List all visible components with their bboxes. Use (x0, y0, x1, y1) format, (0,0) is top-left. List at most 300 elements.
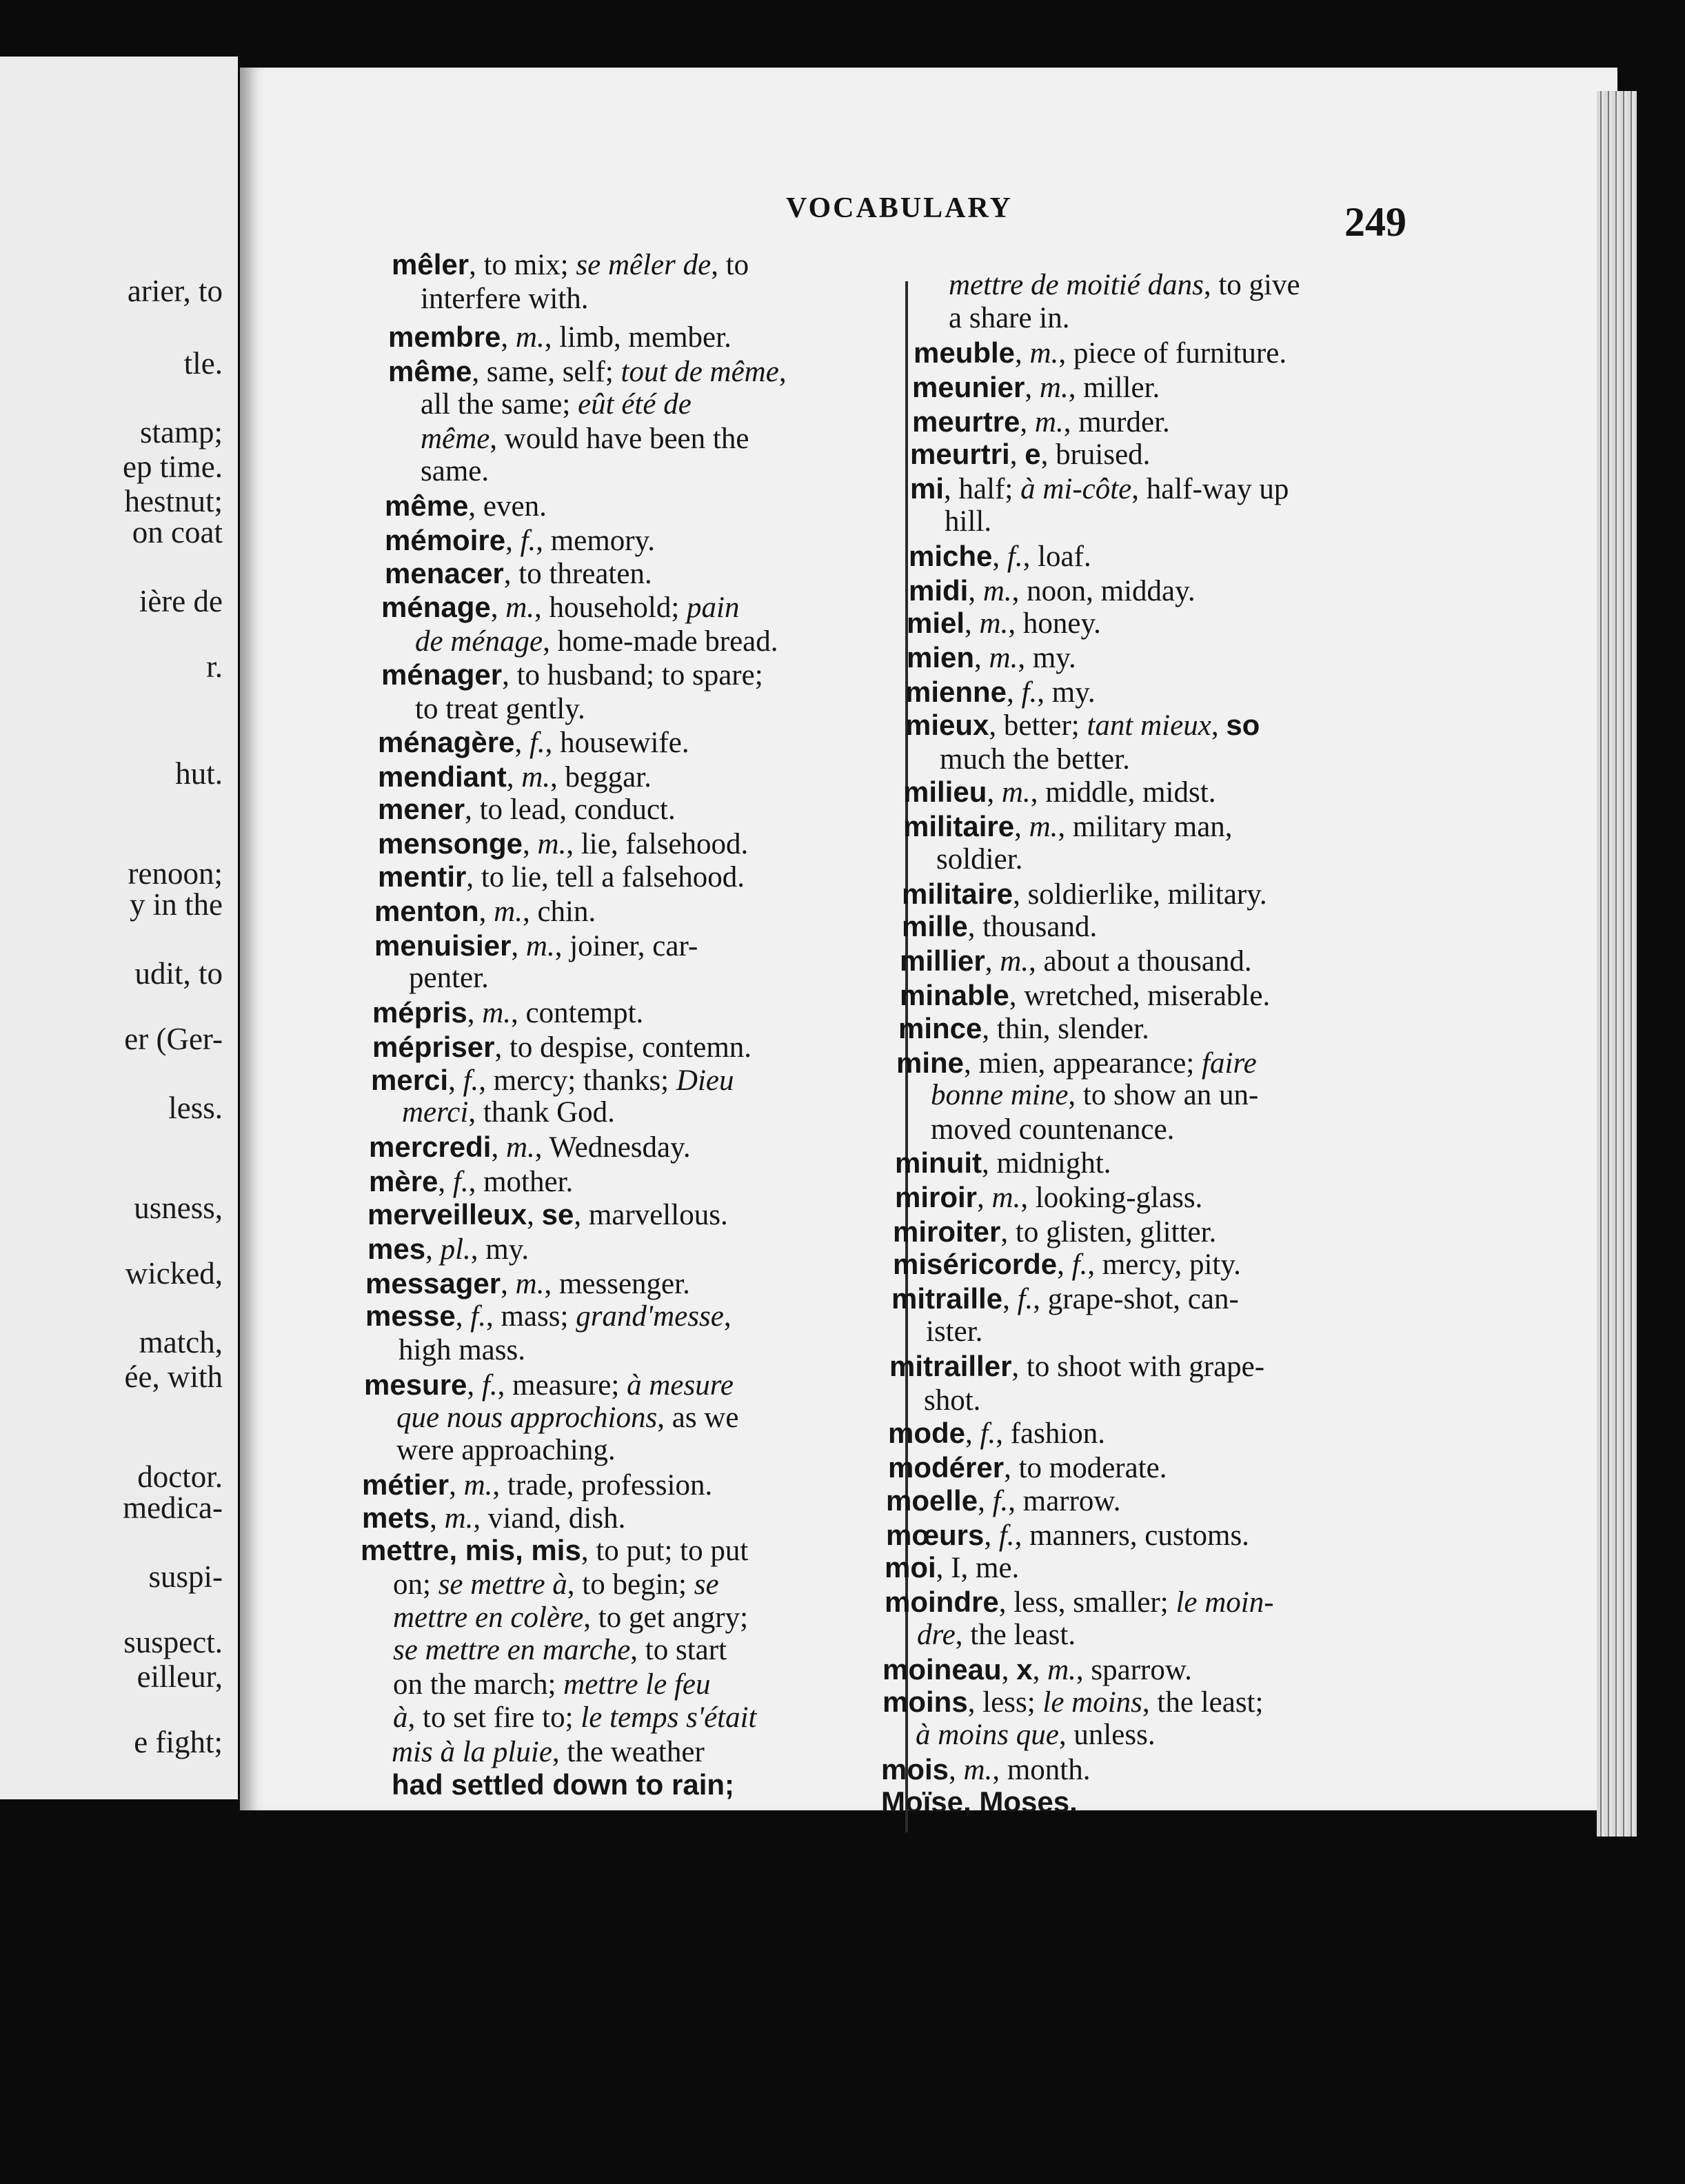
definition-text: , to start (630, 1634, 727, 1666)
definition-text: , (977, 1182, 992, 1214)
vocab-line (905, 709, 1260, 742)
headword: messe (365, 1300, 456, 1332)
italic-text: m. (963, 1754, 993, 1786)
headword: so (1226, 709, 1260, 741)
headword: mine (896, 1046, 965, 1079)
definition-text: , to give (1203, 269, 1300, 301)
definition-text: , (438, 1166, 453, 1198)
italic-text: m. (505, 1131, 535, 1164)
definition-text: , (467, 997, 483, 1029)
headword: mienne (905, 676, 1007, 708)
definition-text: , memory. (536, 525, 656, 557)
facing-page-text: renoon; (128, 856, 223, 891)
headword: miséricorde (893, 1248, 1058, 1280)
italic-text: m. (991, 1182, 1021, 1214)
headword: ménager (381, 658, 503, 691)
vocab-line (409, 962, 489, 995)
facing-page-text: doctor. (137, 1459, 223, 1494)
italic-text: f. (980, 1417, 996, 1450)
italic-text: faire (1202, 1047, 1257, 1080)
headword: mépriser (372, 1031, 495, 1063)
headword: midi (909, 574, 969, 607)
vocab-line (365, 1300, 731, 1333)
definition-text: , marrow. (1008, 1485, 1121, 1517)
facing-page-text: ée, with (124, 1359, 223, 1394)
facing-page-text: y in the (130, 887, 223, 922)
italic-text: à mi-côte (1020, 473, 1132, 505)
vocab-line (893, 1248, 1241, 1282)
italic-text: se mettre à (438, 1568, 567, 1601)
definition-text: soldier. (936, 843, 1023, 876)
definition-text: , (987, 776, 1002, 809)
italic-text: m. (1001, 776, 1031, 809)
definition-text: , unless. (1058, 1719, 1156, 1751)
headword: messager (365, 1267, 501, 1300)
definition-text: , the least. (955, 1619, 1076, 1651)
italic-text: à moins que (916, 1719, 1059, 1751)
definition-text: , to show an un- (1068, 1079, 1259, 1111)
headword: miel (907, 607, 965, 639)
definition-text: were approaching. (396, 1434, 616, 1466)
vocab-line (903, 810, 1233, 844)
definition-text: , about a thousand. (1029, 945, 1252, 978)
definition-text: , mother. (468, 1166, 574, 1198)
headword: merveilleux (367, 1198, 527, 1231)
vocab-line (910, 438, 1150, 472)
definition-text: , (974, 642, 989, 674)
vocab-line (372, 996, 643, 1030)
definition-text: , to moderate. (1004, 1452, 1167, 1484)
italic-text: m. (1029, 811, 1058, 843)
italic-text: m. (521, 761, 550, 793)
definition-text: , to glisten, glitter. (1000, 1216, 1217, 1248)
definition-text: shot. (924, 1384, 981, 1417)
vocab-line (398, 1334, 525, 1367)
vocab-line (893, 1215, 1216, 1249)
definition-text: , loaf. (1022, 540, 1091, 573)
vocab-line (415, 625, 778, 658)
definition-text: , (425, 1233, 441, 1266)
definition-text: interfere with. (421, 283, 589, 315)
vocab-line (362, 1468, 712, 1502)
vocab-line (385, 557, 652, 591)
italic-text: grand'messe (576, 1300, 724, 1333)
vocab-line (882, 1653, 1192, 1687)
facing-page-fragment (0, 57, 238, 1799)
vocab-line (374, 895, 596, 929)
definition-text: , (968, 575, 983, 607)
definition-text: , manners, customs. (1014, 1519, 1249, 1552)
italic-text: m. (494, 896, 523, 928)
definition-text: , (506, 761, 522, 793)
vocab-line (885, 1586, 1274, 1619)
definition-text: , (505, 525, 521, 557)
italic-text: pain (687, 592, 740, 624)
vocab-line (393, 1668, 711, 1701)
italic-text: de ménage (415, 625, 543, 658)
definition-text: , same, self; (472, 356, 621, 388)
italic-text: m. (444, 1502, 474, 1535)
headword: métier (362, 1468, 450, 1501)
vocab-line (378, 827, 748, 861)
vocab-line (936, 843, 1022, 876)
italic-text: pl. (440, 1233, 471, 1266)
definition-text: , beggar. (550, 761, 652, 793)
headword: membre (388, 321, 501, 353)
vocab-line (926, 1315, 982, 1348)
italic-text: m. (537, 828, 567, 860)
headword: mœurs (886, 1519, 985, 1551)
vocab-line (396, 1434, 616, 1467)
facing-page-text: medica- (123, 1490, 223, 1525)
headword: mentir (378, 860, 467, 893)
vocab-line (374, 929, 698, 963)
facing-page-text: usness, (134, 1191, 223, 1225)
headword: militaire (902, 878, 1013, 910)
definition-text: , (514, 727, 529, 759)
italic-text: f. (1007, 540, 1023, 573)
italic-text: m. (982, 575, 1012, 607)
headword: x (1016, 1653, 1033, 1686)
definition-text: , to get angry; (583, 1601, 749, 1634)
definition-text: , to put; to put (581, 1535, 749, 1567)
vocab-line (881, 1753, 1091, 1787)
definition-text: , the least; (1142, 1686, 1264, 1719)
facing-page-text: udit, to (134, 956, 223, 991)
italic-text: m. (989, 642, 1018, 674)
vocab-line (888, 1451, 1167, 1485)
definition-text: , month. (992, 1754, 1091, 1786)
italic-text: à (393, 1701, 408, 1734)
vocab-line (898, 1012, 1149, 1046)
vocab-line (378, 860, 745, 894)
definition-text: , viand, dish. (473, 1502, 626, 1535)
vocab-line (909, 540, 1091, 574)
definition-text: , mercy, pity. (1087, 1248, 1241, 1281)
definition-text: , to begin; (567, 1568, 694, 1601)
headword: mince (898, 1012, 982, 1044)
definition-text: , sparrow. (1076, 1654, 1192, 1686)
headword: minable (900, 979, 1009, 1011)
definition-text: , less, smaller; (998, 1586, 1176, 1619)
headword: Moïse (881, 1786, 964, 1818)
vocab-line (396, 1402, 738, 1435)
italic-text: m. (525, 930, 555, 962)
italic-text: f. (1017, 1283, 1033, 1315)
definition-text: , (467, 1369, 482, 1402)
vocab-line (912, 405, 1170, 439)
italic-text: se mêler de (576, 249, 712, 281)
definition-text: , thin, slender. (982, 1013, 1149, 1045)
vocab-line (940, 743, 1130, 776)
facing-page-text: hestnut; (124, 484, 223, 518)
definition-text: , half; (944, 473, 1021, 505)
headword: miroiter (893, 1215, 1001, 1248)
facing-page-text: match, (139, 1325, 223, 1359)
definition-text: , even. (468, 490, 547, 523)
page-edges (1597, 91, 1637, 1837)
definition-text: , (965, 1417, 980, 1450)
vocab-line (900, 979, 1270, 1013)
vocab-line (367, 1198, 728, 1232)
facing-page-text: ière de (139, 584, 223, 618)
headword: mêler (392, 248, 470, 281)
definition-text: , (1211, 709, 1227, 742)
headword: meurtre (912, 405, 1020, 438)
headword: had settled down to rain; (392, 1768, 735, 1801)
vocab-line (931, 1079, 1258, 1112)
vocab-line (378, 760, 652, 794)
italic-text: m. (979, 607, 1009, 640)
headword: modérer (888, 1451, 1005, 1484)
italic-text: dre (917, 1619, 956, 1651)
facing-page-text: tle. (183, 346, 223, 381)
definition-text: , my. (1037, 676, 1096, 709)
definition-text: , (1009, 438, 1025, 471)
definition-text: , (490, 592, 506, 624)
definition-text: , chin. (522, 896, 596, 928)
definition-text: , half-way up (1131, 473, 1289, 505)
headword: meuble (914, 336, 1016, 369)
italic-text: merci (402, 1096, 469, 1129)
definition-text: much the better. (940, 743, 1130, 776)
vocab-line (388, 355, 787, 389)
page-number: 249 (1344, 199, 1406, 245)
vocab-line (362, 1502, 625, 1535)
definition-text: on; (393, 1568, 438, 1601)
definition-text: , (778, 356, 787, 388)
definition-text: , thank God. (468, 1096, 615, 1129)
headword: mi (910, 472, 945, 505)
facing-page-text: r. (206, 649, 223, 684)
definition-text: , miller. (1068, 372, 1160, 404)
facing-page-text: arier, to (127, 274, 223, 308)
definition-text: , marvellous. (574, 1199, 728, 1231)
definition-text: , (430, 1502, 445, 1535)
vocab-line (888, 1417, 1105, 1450)
definition-text: , (1001, 1654, 1017, 1686)
headword: mode (888, 1417, 966, 1449)
vocab-line (907, 641, 1076, 675)
definition-text: , would have been the (490, 423, 749, 455)
vocab-line (385, 524, 655, 558)
vocab-line (378, 726, 689, 760)
italic-text: m. (505, 592, 535, 624)
definition-text: , home-made bread. (543, 625, 778, 658)
definition-text: same. (421, 455, 490, 487)
vocab-line (895, 1146, 1111, 1180)
headword: mes (367, 1233, 426, 1265)
vocab-line (378, 793, 676, 827)
definition-text: , I, me. (936, 1552, 1020, 1584)
definition-text: , messenger. (544, 1268, 690, 1300)
headword: mets (362, 1502, 430, 1534)
definition-text: , lie, falsehood. (566, 828, 749, 860)
headword: mépris (372, 996, 467, 1029)
vocab-line (421, 455, 489, 488)
vocab-line (881, 1786, 1078, 1819)
definition-text: , better; (989, 709, 1087, 742)
italic-text: f. (481, 1369, 498, 1402)
headword: merci (371, 1064, 449, 1096)
vocab-line (393, 1568, 719, 1601)
headword: menton (374, 895, 479, 927)
definition-text: , bruised. (1040, 438, 1151, 471)
definition-text: , middle, midst. (1030, 776, 1216, 809)
definition-text: , (1032, 1654, 1048, 1686)
vocab-line (421, 423, 749, 456)
vocab-line (912, 371, 1160, 405)
definition-text: , (1015, 337, 1030, 370)
vocab-line (369, 1165, 573, 1199)
vocab-line (393, 1634, 727, 1667)
definition-text: , fashion. (996, 1417, 1106, 1450)
italic-text: m. (1000, 945, 1029, 978)
vocab-line (372, 1031, 751, 1064)
vocab-line (905, 676, 1096, 709)
definition-text: , military man, (1058, 811, 1233, 843)
definition-text: , (1057, 1248, 1072, 1281)
definition-text: , (965, 607, 980, 640)
headword: mois (881, 1753, 949, 1786)
definition-text: , my. (1018, 642, 1076, 674)
vocab-line (421, 388, 692, 421)
definition-text: , to set fire to; (407, 1701, 581, 1734)
headword: millier (900, 944, 985, 977)
definition-text: , (1014, 811, 1029, 843)
definition-text: , (491, 1131, 506, 1164)
definition-text: , less; (967, 1686, 1043, 1719)
facing-page-text: suspect. (123, 1625, 223, 1659)
italic-text: m. (1034, 406, 1064, 438)
definition-text: , honey. (1008, 607, 1101, 640)
definition-text: , to despise, contemn. (494, 1031, 752, 1064)
definition-text: , the weather (552, 1736, 705, 1768)
headword: militaire (903, 810, 1015, 842)
definition-text: , household; (534, 592, 687, 624)
vocab-line (392, 248, 749, 282)
headword: mieux (905, 709, 989, 741)
definition-text: , noon, midday. (1011, 575, 1195, 607)
definition-text: , (992, 540, 1007, 573)
vocab-line (393, 1701, 757, 1735)
headword: mitraille (891, 1282, 1003, 1315)
definition-text: , to threaten. (503, 558, 652, 590)
headword: mercredi (369, 1131, 492, 1163)
vocab-line (910, 472, 1289, 506)
vocab-line (949, 302, 1070, 335)
vocab-line (949, 269, 1300, 302)
headword: mère (369, 1165, 438, 1197)
definition-text: moved countenance. (931, 1113, 1175, 1146)
headword: menacer (385, 557, 504, 589)
definition-text: to treat gently. (415, 693, 585, 725)
vocab-line (895, 1181, 1202, 1215)
italic-text: le moins (1042, 1686, 1142, 1719)
facing-page-text: wicked, (125, 1256, 223, 1291)
italic-text: le temps s'était (581, 1701, 757, 1734)
definition-text: , (1007, 676, 1022, 709)
definition-text: , murder. (1063, 406, 1170, 438)
italic-text: f. (998, 1519, 1015, 1552)
vocab-line (882, 1686, 1263, 1719)
headword: miroir (895, 1181, 978, 1213)
definition-text: , (949, 1754, 964, 1786)
italic-text: f. (1071, 1248, 1088, 1281)
vocab-line (392, 1768, 734, 1802)
vocab-line (415, 693, 585, 726)
italic-text: f. (520, 525, 536, 557)
headword: mettre, mis, mis (361, 1534, 581, 1566)
facing-page-text: suspi- (148, 1559, 223, 1594)
headword: minuit (895, 1146, 982, 1179)
italic-text: même (421, 423, 490, 455)
definition-text: , (984, 1519, 999, 1552)
italic-text: mis à la pluie (392, 1736, 552, 1768)
headword: mesure (364, 1368, 467, 1401)
definition-text: , mien, appearance; (964, 1047, 1202, 1080)
headword: miche (909, 540, 993, 572)
vocab-line (902, 910, 1097, 944)
definition-text: , trade, profession. (492, 1469, 713, 1502)
vocab-line (421, 283, 589, 316)
vocab-line (388, 321, 731, 354)
vocab-line (902, 878, 1267, 911)
italic-text: m. (515, 321, 545, 354)
definition-text: , thousand. (967, 911, 1098, 943)
headword: moins (882, 1686, 968, 1718)
definition-text: , to lie, tell a falsehood. (466, 861, 745, 893)
definition-text: , (1020, 406, 1035, 438)
vocab-line (886, 1519, 1249, 1553)
italic-text: m. (515, 1268, 545, 1300)
definition-text: , to lead, conduct. (465, 793, 676, 826)
italic-text: tant mieux (1087, 709, 1211, 742)
definition-text: , (978, 1485, 993, 1517)
vocab-line (945, 505, 991, 538)
vocab-line (402, 1096, 615, 1129)
definition-text: , (1025, 372, 1040, 404)
definition-text: , piece of furniture. (1058, 337, 1287, 370)
definition-text: , (501, 1268, 516, 1300)
definition-text: , (985, 945, 1000, 978)
definition-text: , (511, 930, 526, 962)
definition-text: , (478, 896, 494, 928)
italic-text: m. (482, 997, 512, 1029)
vocab-line (907, 607, 1101, 640)
facing-page-text: hut. (175, 756, 223, 791)
vocab-line (900, 944, 1252, 978)
facing-page-text: less. (168, 1091, 223, 1125)
headword: mensonge (378, 827, 523, 860)
facing-page-text: e fight; (134, 1725, 223, 1759)
definition-text: a share in. (949, 302, 1070, 334)
headword: mitrailler (889, 1350, 1012, 1382)
definition-text: , (1002, 1283, 1018, 1315)
vocab-line (392, 1736, 705, 1769)
definition-text: , looking-glass. (1020, 1182, 1203, 1214)
vocab-line (924, 1384, 980, 1417)
headword: mien (907, 641, 975, 674)
definition-text: , as we (657, 1402, 739, 1434)
definition-text: , to shoot with grape- (1011, 1351, 1265, 1383)
italic-text: f. (463, 1064, 479, 1097)
definition-text: , joiner, car- (554, 930, 698, 962)
italic-text: bonne mine (931, 1079, 1069, 1111)
vocab-line (917, 1619, 1076, 1652)
vocab-line (364, 1368, 734, 1402)
definition-text: , to mix; (469, 249, 576, 281)
